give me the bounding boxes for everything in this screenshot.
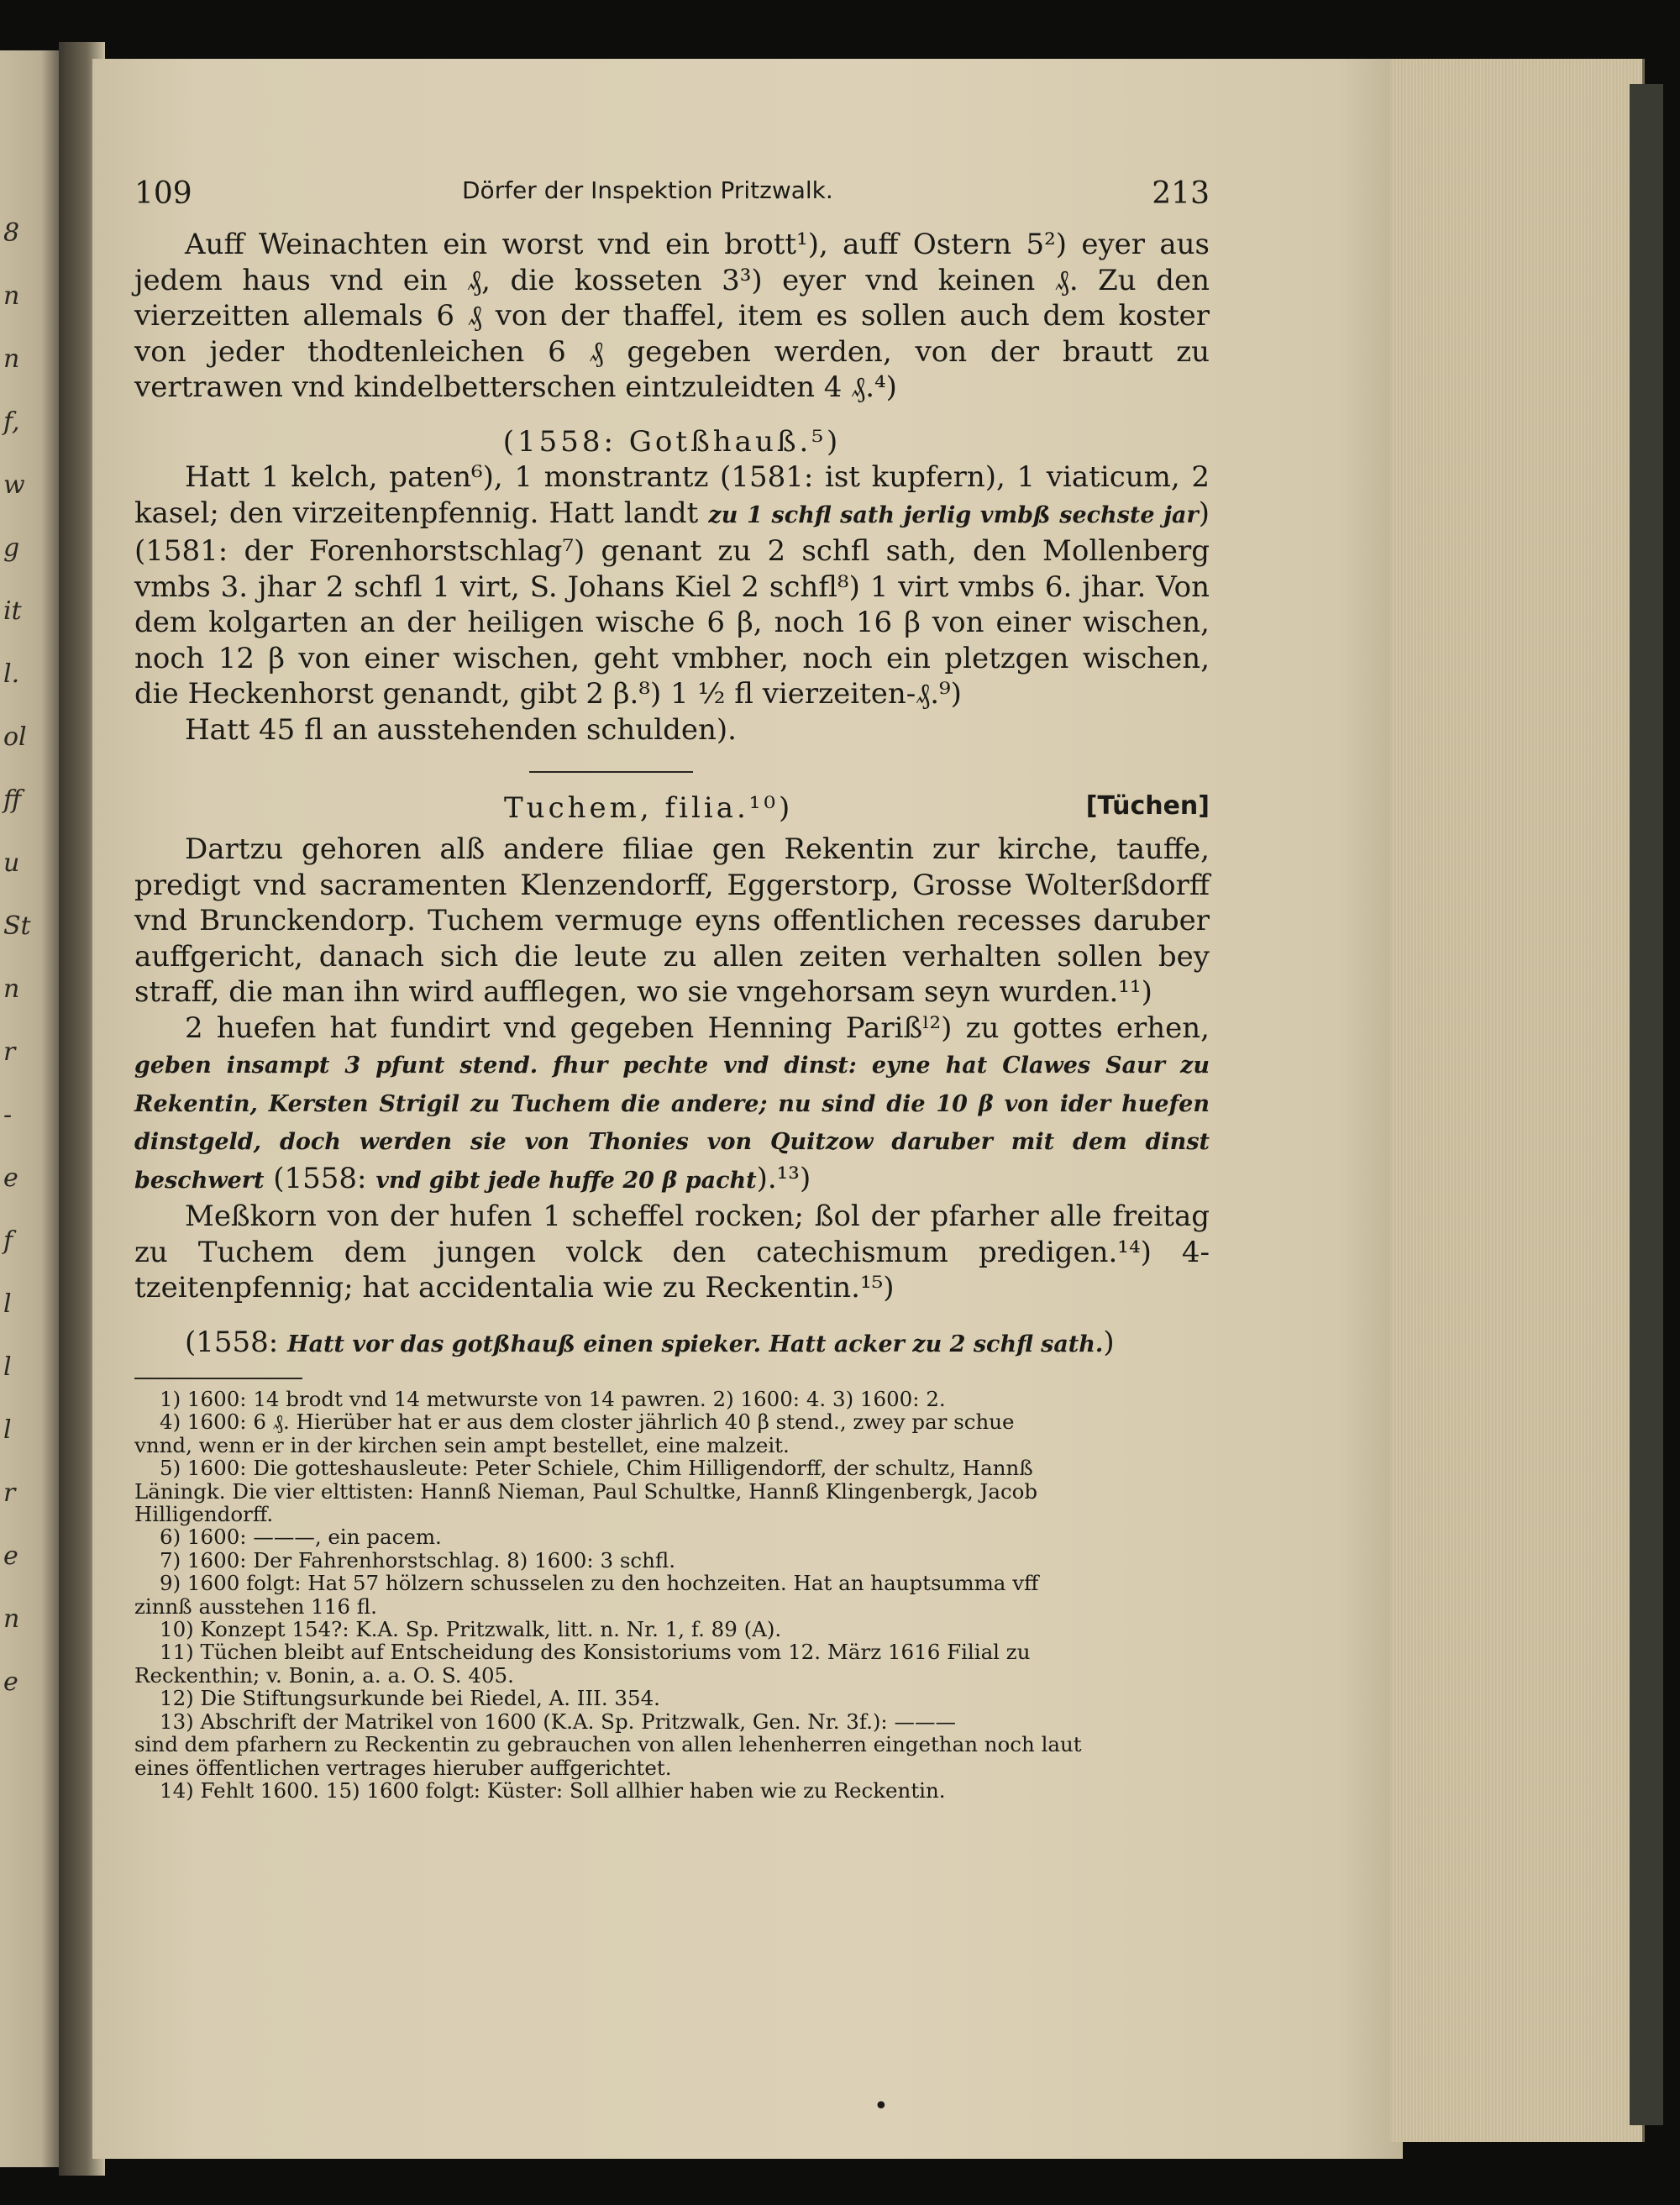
left-fragment: e <box>3 1667 18 1697</box>
page-content <box>134 176 1210 1802</box>
left-fragment: f <box>3 1226 13 1256</box>
huefen-text-c: ).¹³) <box>756 1161 811 1195</box>
footnote-line: 5) 1600: Die gotteshausleute: Peter Schiele, Chim Hilligendorff, der schultz, Hannß <box>160 1456 1033 1481</box>
left-fragment: l <box>3 1352 12 1382</box>
left-fragment: it <box>3 596 22 626</box>
page-fore-edge <box>1390 59 1645 2142</box>
footnote-line: Hilligendorff. <box>134 1502 274 1527</box>
left-page-fragments <box>3 218 45 1730</box>
section-gotshaus <box>134 424 1210 460</box>
footnote-line: 9) 1600 folgt: Hat 57 hölzern schusselen zu den hochzeiten. Hat an hauptsumma vff <box>160 1571 1039 1596</box>
paragraph-messkorn: Meßkorn von der hufen 1 scheffel rocken; ßol der pfarher alle freitag zu Tuchem dem jungen volck den catechismum predigen.¹⁴) 4-tzeitenpfennig; hat accidentalia wie zu Reckentin.¹⁵) <box>134 1200 1210 1305</box>
footnote-line: 14) Fehlt 1600. 15) 1600 folgt: Küster: Soll allhier haben wie zu Reckentin. <box>160 1777 946 1803</box>
left-fragment: St <box>3 911 31 941</box>
footnote-line: 1) 1600: 14 brodt vnd 14 metwurste von 14 pawren. 2) 1600: 4. 3) 1600: 2. <box>160 1387 946 1411</box>
paragraph-huefen <box>134 1011 1210 1200</box>
section-divider <box>529 771 693 773</box>
huefen-italic: geben insampt 3 pfunt stend. fhur pechte vnd dinst: eyne hat Clawes Saur zu Rekentin, Kersten Strigil zu Tuchem die andere; nu sind die 10 β von ider huefen dinstgeld, doch werden sie von Thonies von Quitzow daruber mit dem dinst beschwert <box>134 1053 1210 1194</box>
huefen-italic-2: vnd gibt jede huffe 20 β pacht <box>375 1167 757 1194</box>
left-fragment: l. <box>3 659 20 689</box>
left-fragment: n <box>3 281 20 311</box>
footnote-rule <box>134 1378 302 1379</box>
inventory-text-a: Hatt 1 kelch, paten⁶), 1 monstrantz (1581: ist kupfern), 1 viaticum, 2 kasel; den virzeitenpfennig. Hatt landt <box>134 460 1210 530</box>
left-fragment: ff <box>3 785 22 815</box>
left-fragment: ol <box>3 722 27 752</box>
paragraph-inventory <box>134 459 1210 712</box>
left-fragment: 8 <box>3 218 20 248</box>
left-fragment: e <box>3 1541 18 1571</box>
left-fragment: u <box>3 848 20 878</box>
section-gotshaus-text: (1558: Gotßhauß.⁵) <box>502 424 842 459</box>
paragraph-filiae: Dartzu gehoren alß andere filiae gen Rekentin zur kirche, tauffe, predigt vnd sacramenten Klenzendorff, Eggerstorp, Grosse Wolterßdorff vnd Brunckendorp. Tuchem vermuge eyns offentlichen recesses daruber auffgericht, danach sich die leute zu allen zeiten verhalten sollen bey straff, die man ihn wird aufflegen, wo sie vngehorsam seyn wurden.¹¹) <box>134 832 1210 1009</box>
page-number-left: 109 <box>134 176 192 211</box>
left-fragment: n <box>3 974 20 1004</box>
note-text-a: (1558: <box>185 1325 288 1359</box>
footnote-line: 7) 1600: Der Fahrenhorstschlag. 8) 1600: 3 schfl. <box>160 1547 676 1572</box>
left-page-edge <box>0 50 59 2167</box>
left-fragment: w <box>3 470 25 500</box>
left-fragment: g <box>3 533 20 563</box>
tuchen-tag: [Tüchen] <box>1085 791 1210 821</box>
section-heading-tuchem <box>134 791 1210 832</box>
page-number-right: 213 <box>1152 176 1210 211</box>
footnote-line: vnnd, wenn er in der kirchen sein ampt bestellet, eine malzeit. <box>134 1432 790 1457</box>
huefen-text-a: 2 huefen hat fundirt vnd gegeben Henning Parißˡ²) zu gottes erhen, <box>185 1011 1210 1045</box>
left-fragment: l <box>3 1415 12 1445</box>
left-fragment: r <box>3 1037 16 1067</box>
paragraph-debts: Hatt 45 fl an ausstehenden schulden). <box>185 712 737 747</box>
running-title: Dörfer der Inspektion Pritzwalk. <box>462 176 833 204</box>
running-header <box>134 176 1210 227</box>
footnote-line: 4) 1600: 6 ₰. Hierüber hat er aus dem closter jährlich 40 β stend., zwey par schue <box>160 1410 1015 1435</box>
paragraph-offerings: Auff Weinachten ein worst vnd ein brott¹), auff Ostern 5²) eyer aus jedem haus vnd ein ₰, die kosseten 3³) eyer vnd keinen ₰. Zu den vierzeitten allemals 6 ₰ von der thaffel, item es sollen auch dem koster von jeder thodtenleichen 6 ₰ gegeben werden, von der brautt zu vertrawen vnd kindelbetterschen eintzuleidten 4 ₰.⁴) <box>134 228 1210 404</box>
left-fragment: - <box>3 1100 13 1130</box>
huefen-text-b: (1558: <box>264 1161 376 1195</box>
page-mark: • <box>874 2092 889 2121</box>
book-cover <box>1630 84 1663 2125</box>
footnote-line: 13) Abschrift der Matrikel von 1600 (K.A. Sp. Pritzwalk, Gen. Nr. 3f.): ——— <box>160 1709 956 1734</box>
tuchem-title: Tuchem, filia.¹⁰) <box>504 791 794 825</box>
footnote-line: 6) 1600: ———, ein pacem. <box>160 1525 442 1550</box>
note-italic: Hatt vor das gotßhauß einen spieker. Hatt acker zu 2 schfl sath. <box>287 1331 1104 1357</box>
footnotes <box>134 1388 1210 1802</box>
paragraph-1558-note <box>134 1325 1210 1363</box>
footnote-line: 11) Tüchen bleibt auf Entscheidung des Konsistoriums vom 12. März 1616 Filial zu <box>160 1640 1031 1665</box>
footnote-line: Reckenthin; v. Bonin, a. a. O. S. 405. <box>134 1662 514 1688</box>
left-fragment: f, <box>3 407 20 437</box>
footnote-line: Läningk. Die vier elttisten: Hannß Nieman, Paul Schultke, Hannß Klingenbergk, Jacob <box>134 1478 1038 1504</box>
left-fragment: r <box>3 1478 16 1508</box>
left-fragment: l <box>3 1289 12 1319</box>
footnote-line: eines öffentlichen vertrages hieruber auffgerichtet. <box>134 1755 672 1780</box>
left-fragment: n <box>3 344 20 374</box>
footnote-line: sind dem pfarhern zu Reckentin zu gebrauchen von allen lehenherren eingethan noch laut <box>134 1732 1082 1757</box>
left-fragment: e <box>3 1163 18 1193</box>
left-fragment: n <box>3 1604 20 1634</box>
footnote-line: zinnß ausstehen 116 fl. <box>134 1593 377 1619</box>
note-text-b: ) <box>1103 1325 1115 1359</box>
inventory-text-b: ) (1581: der Forenhorstschlag⁷) genant zu 2 schfl sath, den Mollenberg vmbs 3. jhar 2 schfl 1 virt, S. Johans Kiel 2 schfl⁸) 1 virt vmbs 6. jhar. Von dem kolgarten an der heiligen wische 6 β, noch 16 β von einer wischen, noch 12 β von einer wischen, geht vmbher, noch ein pletzgen wischen, die Heckenhorst genandt, gibt 2 β.⁸) 1 ½ fl vierzeiten-₰.⁹) <box>134 496 1210 711</box>
inventory-italic: zu 1 schfl sath jerlig vmbß sechste jar <box>708 501 1199 528</box>
footnote-line: 12) Die Stiftungsurkunde bei Riedel, A. III. 354. <box>160 1686 660 1711</box>
footnote-line: 10) Konzept 154?: K.A. Sp. Pritzwalk, litt. n. Nr. 1, f. 89 (A). <box>160 1617 782 1642</box>
